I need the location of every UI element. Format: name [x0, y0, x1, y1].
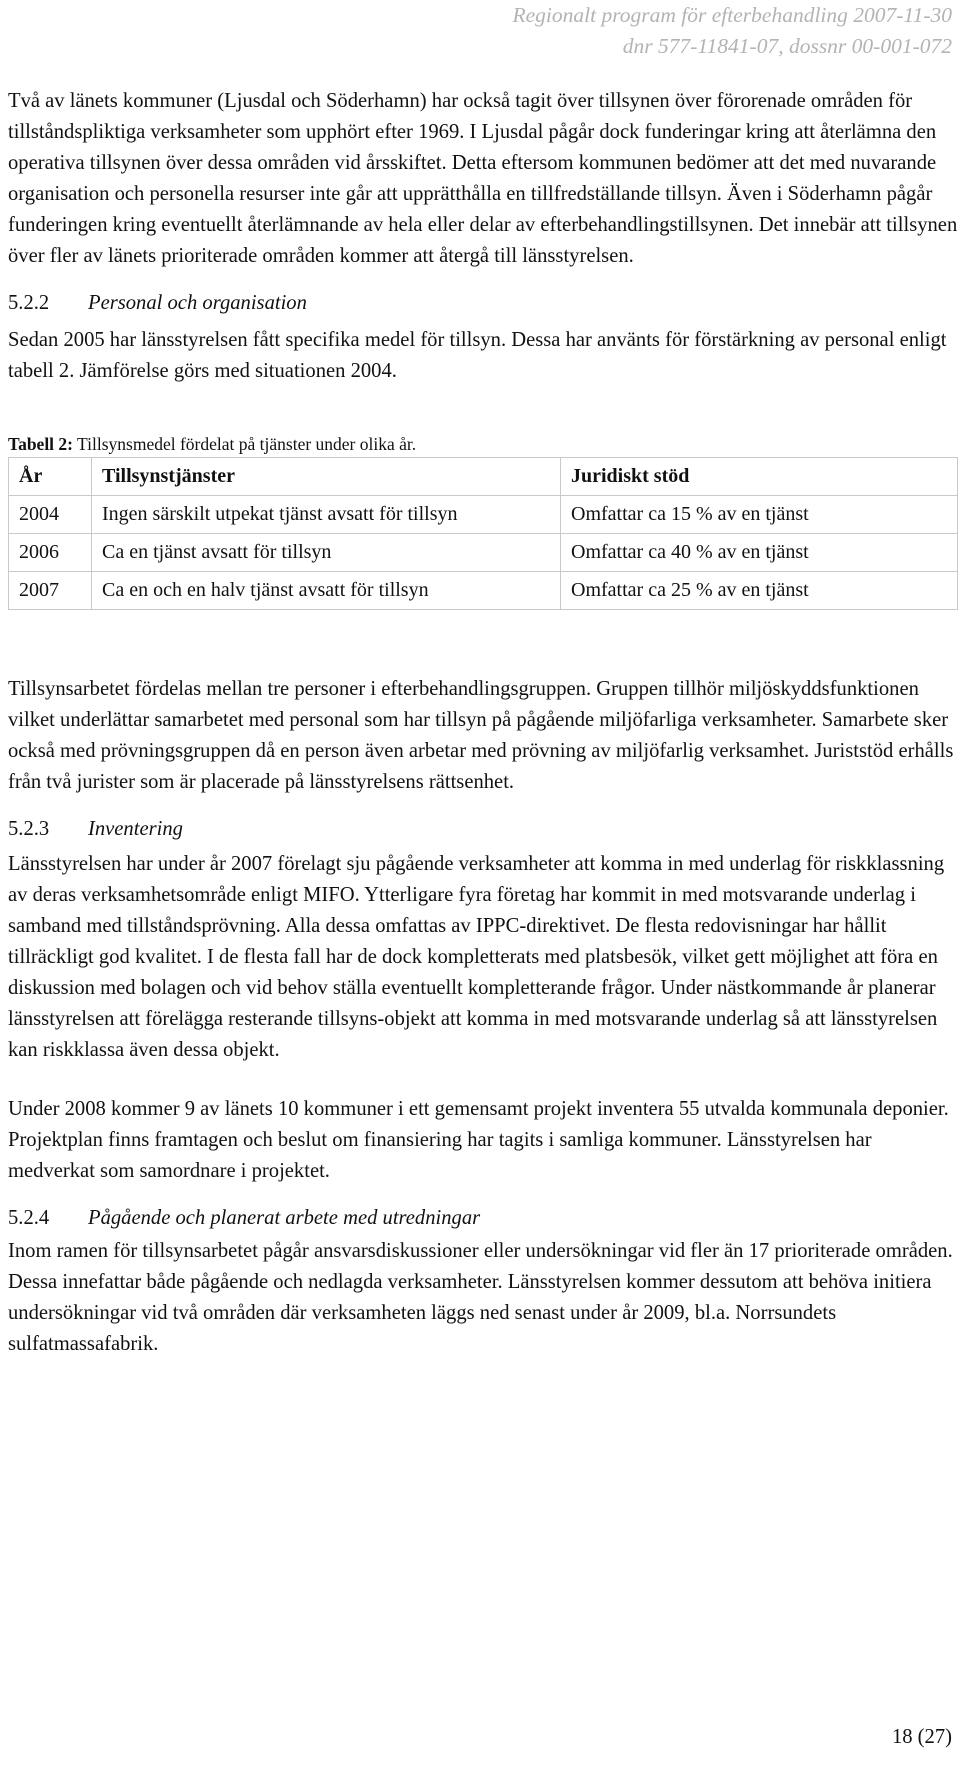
- table-row: [9, 534, 958, 572]
- section-5-2-4-paragraph: Inom ramen för tillsynsarbetet pågår ansvarsdiskussioner eller undersökningar vid fler än 17 prioriterade områden. Dessa innefattar både pågående och nedlagda verksamheter. Länsstyrelsen kommer dessutom att behöva initiera undersökningar vid två områden där verksamheten läggs ned senast under år 2009, bl.a. Norrsundets sulfatmassafabrik.: [8, 1240, 953, 1355]
- table-cell-services: Ca en tjänst avsatt för tillsyn: [92, 534, 561, 572]
- table-header-legal-support: Juridiskt stöd: [561, 458, 958, 496]
- page-header: [512, 0, 952, 62]
- section-title: Pågående och planerat arbete med utredningar: [88, 1207, 481, 1229]
- section-heading-5-2-2: [8, 288, 958, 319]
- table-cell-services: Ingen särskilt utpekat tjänst avsatt för tillsyn: [92, 496, 561, 534]
- table-row: [9, 572, 958, 610]
- table-caption: [8, 431, 958, 457]
- section-number: 5.2.4: [8, 1207, 50, 1229]
- header-reference-number: dnr 577-11841-07, dossnr 00-001-072: [622, 34, 952, 58]
- section-number: 5.2.2: [8, 292, 50, 314]
- section-5-2-3-paragraph-2: Under 2008 kommer 9 av länets 10 kommuner i ett gemensamt projekt inventera 55 utvalda kommunala deponier. Projektplan finns framtagen och beslut om finansiering har tagits i samliga kommuner. Länsstyrelsen har medverkat som samordnare i projektet.: [8, 1098, 949, 1182]
- section-title: Personal och organisation: [88, 292, 307, 314]
- section-number: 5.2.3: [8, 818, 50, 840]
- table-cell-year: 2004: [9, 496, 92, 534]
- staffing-table: [8, 457, 958, 610]
- table-header-services: Tillsynstjänster: [92, 458, 561, 496]
- table-cell-legal-support: Omfattar ca 15 % av en tjänst: [561, 496, 958, 534]
- table-row: [9, 496, 958, 534]
- table-header-row: [9, 458, 958, 496]
- table-caption-text: Tillsynsmedel fördelat på tjänster under olika år.: [73, 434, 417, 454]
- section-title: Inventering: [88, 818, 183, 840]
- header-program-title: Regionalt program för efterbehandling 2007-11-30: [512, 3, 952, 27]
- table-cell-year: 2007: [9, 572, 92, 610]
- staffing-paragraph: Tillsynsarbetet fördelas mellan tre personer i efterbehandlingsgruppen. Gruppen tillhör miljöskyddsfunktionen vilket underlättar samarbetet med personal som har tillsyn på pågående miljöfarliga verksamheter. Samarbete sker också med prövningsgruppen då en person även arbetar med prövning av miljöfarlig verksamhet. Juriststöd erhålls från två jurister som är placerade på länsstyrelsens rättsenhet.: [8, 678, 954, 793]
- intro-paragraph: Två av länets kommuner (Ljusdal och Söderhamn) har också tagit över tillsynen över förorenade områden för tillståndspliktiga verksamheter som upphört efter 1969. I Ljusdal pågår dock funderingar kring att återlämna den operativa tillsynen över dessa områden vid årsskiftet. Detta eftersom kommunen bedömer att det med nuvarande organisation och personella resurser inte går att upprätthålla en tillfredställande tillsyn. Även i Söderhamn pågår funderingen kring eventuellt återlämnande av hela eller delar av efterbehandlingstillsynen. Det innebär att tillsynen över fler av länets prioriterade områden kommer att återgå till länsstyrelsen.: [8, 90, 958, 267]
- section-5-2-2-paragraph: Sedan 2005 har länsstyrelsen fått specifika medel för tillsyn. Dessa har använts för förstärkning av personal enligt tabell 2. Jämförelse görs med situationen 2004.: [8, 329, 947, 382]
- document-body: [8, 86, 958, 1360]
- table-header-year: År: [9, 458, 92, 496]
- section-heading-5-2-4: [8, 1203, 958, 1234]
- table-caption-label: Tabell 2:: [8, 434, 73, 454]
- section-heading-5-2-3: [8, 814, 958, 845]
- table-cell-year: 2006: [9, 534, 92, 572]
- table-cell-legal-support: Omfattar ca 25 % av en tjänst: [561, 572, 958, 610]
- table-cell-legal-support: Omfattar ca 40 % av en tjänst: [561, 534, 958, 572]
- section-5-2-3-paragraph-1: Länsstyrelsen har under år 2007 förelagt sju pågående verksamheter att komma in med underlag för riskklassning av deras verksamhetsområde enligt MIFO. Ytterligare fyra företag har kommit in med motsvarande underlag i samband med tillståndsprövning. Alla dessa omfattas av IPPC-direktivet. De flesta redovisningar har hållit tillräckligt god kvalitet. I de flesta fall har de dock kompletterats med platsbesök, vilket gett möjlighet att föra en diskussion med bolagen och vid behov ställa eventuellt kompletterande frågor. Under nästkommande år planerar länsstyrelsen att förelägga resterande tillsyns-objekt att komma in med motsvarande underlag så att länsstyrelsen kan riskklassa även dessa objekt.: [8, 853, 945, 1061]
- page-number: 18 (27): [891, 1726, 952, 1748]
- table-cell-services: Ca en och en halv tjänst avsatt för tillsyn: [92, 572, 561, 610]
